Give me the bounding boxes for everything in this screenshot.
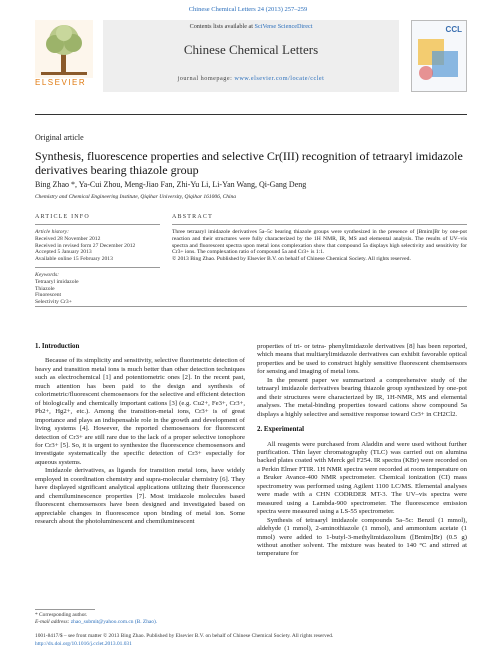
issn-line: 1001-8417/$ – see front matter © 2013 Bing Zhao. Published by Elsevier B.V. on behalf of Chinese Chemical Society. All rights reserved. bbox=[35, 633, 334, 639]
left-column bbox=[35, 343, 245, 527]
keywords-block bbox=[35, 272, 165, 306]
experimental-paragraph-2: Synthesis of tetraaryl imidazole compounds 5a–5c: Benzil (1 mmol), aldehyde (1 mmol), 2-aminothiazole (1 mmol), and ammonium acetate (1 mmol) were added to 1-butyl-3-methylimidazolium ([Bmim]Br) (0.5 g) without another solvent. The mixture was heated to 140 °C and stirred at temperature for bbox=[257, 516, 467, 558]
section-heading-introduction: 1. Introduction bbox=[35, 343, 80, 350]
history-online: Available online 15 February 2013 bbox=[35, 256, 113, 263]
journal-banner bbox=[103, 20, 399, 92]
keyword-item: Selectivity Cr3+ bbox=[35, 299, 72, 306]
article-title: Synthesis, fluorescence properties and selective Cr(III) recognition of tetraaryl imidazole derivatives bearing thiazole group bbox=[35, 149, 463, 177]
abstract-bottom-rule bbox=[35, 306, 467, 307]
corresponding-author: * Corresponding author. bbox=[35, 612, 88, 618]
history-accepted: Accepted 5 January 2013 bbox=[35, 249, 92, 256]
article-info-rule bbox=[35, 224, 160, 225]
author-list: Bing Zhao *, Ya-Cui Zhou, Meng-Jiao Fan, Zhi-Yu Li, Li-Yan Wang, Qi-Gang Deng bbox=[35, 180, 307, 189]
history-received: Received 28 November 2012 bbox=[35, 235, 101, 242]
section-heading-experimental: 2. Experimental bbox=[257, 426, 305, 434]
history-revised: Received in revised form 27 December 2012 bbox=[35, 242, 136, 249]
journal-reference: Chinese Chemical Letters 24 (2013) 257–259 bbox=[188, 6, 308, 13]
publisher-name: ELSEVIER bbox=[35, 78, 87, 87]
abstract-rule bbox=[172, 224, 467, 225]
doi-link[interactable]: http://dx.doi.org/10.1016/j.cclet.2013.01.031 bbox=[35, 641, 132, 647]
footnote-rule bbox=[35, 609, 95, 610]
journal-title: Chinese Chemical Letters bbox=[183, 42, 319, 57]
journal-header bbox=[35, 20, 467, 92]
history-label: Article history: bbox=[35, 229, 70, 235]
sciencedirect-link[interactable]: SciVerse ScienceDirect bbox=[254, 23, 313, 30]
email-line: E-mail address: zhao_submit@yahoo.com.cn (B. Zhao). bbox=[35, 618, 158, 625]
elsevier-tree-logo bbox=[35, 20, 93, 78]
homepage-link[interactable]: www.elsevier.com/locate/cclet bbox=[234, 75, 325, 82]
intro-paragraph-4: In the present paper we summarized a comprehensive study of the tetraaryl imidazole derivatives bearing thiazole group synthesized by one-pot and their structures were characterized by IR, 1H-NMR, MS and elemental analyses. The metal-binding properties toward cations show compound 5a displays a highly selective and sensitive response toward Cr3+ in CH2Cl2. bbox=[257, 376, 467, 418]
article-type: Original article bbox=[35, 133, 84, 142]
abstract-body bbox=[172, 229, 467, 263]
keywords-rule bbox=[35, 267, 160, 268]
keywords-label: Keywords: bbox=[35, 272, 60, 278]
abstract-text: Three tetraaryl imidazole derivatives 5a–5c bearing thiazole groups were synthesized in the presence of [Bmim]Br by one-pot reaction and their structures were fully characterized by the 1H NMR, IR, MS and elemental analysis. The results of UV–vis spectra and fluorescent spectra upon metal ions complexation show that compound 5a displays high selectivity and sensitivity for Cr3+ ions. The complexation ratio of compound 5a and Cr3+ is 1:1. bbox=[172, 229, 467, 256]
intro-paragraph-3: properties of tri- or tetra- phenylimidazole derivatives [8] has been reported, which means that multiarylimidazole derivatives can exhibit favorable optical properties and be used to construct highly sensitive fluorescent chemisensors for sensing and imaging of metal ions. bbox=[257, 343, 467, 376]
corresponding-footnote bbox=[35, 612, 245, 625]
article-info-heading: ARTICLE INFO bbox=[35, 214, 90, 220]
header-rule bbox=[35, 114, 467, 115]
affiliation: Chemistry and Chemical Engineering Institute, Qiqihar University, Qiqihar 161006, China bbox=[35, 194, 237, 200]
intro-paragraph-1: Because of its simplicity and sensitivity, selective fluorimetric detection of heavy and transition metal ions is much better than other detection techniques such as electrochemical [1] and potentiometric ones [2]. In the recent past, much attention has been paid to the design and synthesis of colorimetric/fluorescent chemosensors for the selective and efficient detection of biologically and chemically important cations [3] (e.g. Cu2+, Fe3+, Cr3+, Pb2+, Hg2+, etc.). Among the transition-metal ions, Cr3+ is of great importance and plays an indispensable role in the growth and development of living systems [4]. However, the reported chemosensors for fluorescent detection of Cr3+ are still rare due to the lack of a proper selective ionophore for Cr3+ [5]. So, it is urgent to synthesize the fluorescence chemosensors and investigate systematically the specific detection of Cr3+ especially for aqueous systems. bbox=[35, 357, 245, 466]
intro-paragraph-2: Imidazole derivatives, as ligands for transition metal ions, have widely employed in coordination chemistry and supra-molecular chemistry [6]. They have displayed significant analytical applications utilizing their fluorescence and chemiluminescence properties [7]. Most imidazole molecules based fluorescent chemosensors have been designed and investigated based on appreciable changes in fluorescence upon binding of metal ion. Some research about the photoluminescent and chemiluminescent bbox=[35, 467, 245, 526]
homepage-line: journal homepage: www.elsevier.com/locate/cclet bbox=[177, 75, 325, 82]
contents-line: Contents lists available at SciVerse ScienceDirect bbox=[189, 23, 313, 30]
experimental-paragraph-1: All reagents were purchased from Aladdin and were used without further purification. Thin layer chromatography (TLC) was carried out on alumina backed plates coated with Merck gel F254. IR spectra (KBr) were recorded on a Perkin Elmer FTIR. 1H NMR spectra were recorded at room temperature on a Bruker Avance-400 NMR spectrometer. Chemical ionization (CI) mass spectrometry was performed using Agilent 1100 LC/MS. Elemental analyses were made with a CHN CODRDER MT-3. The UV–vis spectra were measured using a Lambda-900 spectrometer. The fluorescence emission spectra were measured using a LS-55 spectrometer. bbox=[257, 440, 467, 516]
keyword-item: Thiazole bbox=[35, 285, 55, 292]
journal-cover-thumbnail bbox=[411, 20, 467, 92]
abstract-heading: ABSTRACT bbox=[172, 214, 213, 220]
email-link[interactable]: zhao_submit@yahoo.com.cn (B. Zhao). bbox=[70, 618, 158, 625]
keyword-item: Fluorescent bbox=[35, 292, 62, 299]
keyword-item: Tetraaryl imidazole bbox=[35, 278, 79, 285]
abstract-copyright: © 2013 Bing Zhao. Published by Elsevier B.V. on behalf of Chinese Chemical Society. All rights reserved. bbox=[172, 256, 411, 263]
cover-label: CCL bbox=[445, 25, 462, 34]
right-column bbox=[257, 343, 467, 559]
article-history bbox=[35, 229, 165, 263]
